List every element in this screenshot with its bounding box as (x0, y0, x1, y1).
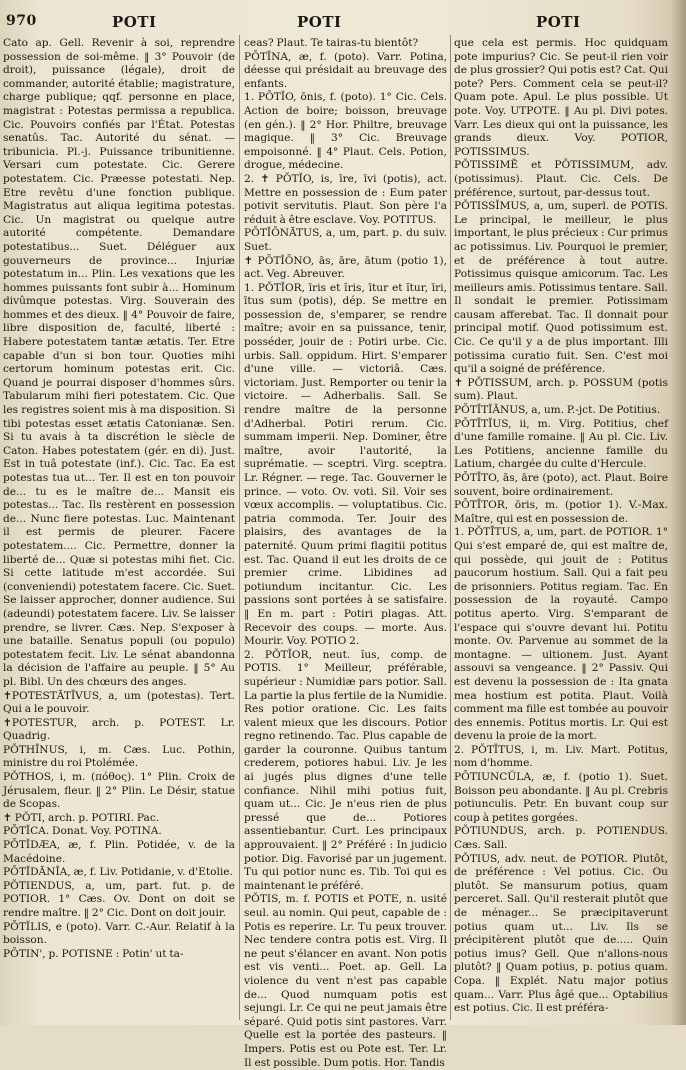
running-head-middle: POTI (297, 13, 342, 31)
dictionary-entry: PŎTHĪNUS, i, m. Cæs. Luc. Pothin, ministre du roi Ptolémée. (3, 743, 235, 770)
dictionary-entry: que cela est permis. Hoc quidquam pote impurius? Cic. Se peut-il rien voir de plus grossier? Qui potis est? Cat. Qui pote? Pers. Comment cela se peut-il? Quam pote. Apul. Le plus possible. Ut pote. Voy. UTPOTE. ‖ Au pl. Divi potes. Varr. Les dieux qui ont la puissance, les grands dieux. Voy. POTIOR, POTISSIMUS. (454, 37, 668, 158)
dictionary-entry: PŌTĪTOR, ōris, m. (potior 1). V.-Max. Maître, qui est en possession de. (454, 499, 668, 525)
dictionary-entry: ✝ PŌTĬŌNO, ās, āre, ātum (potio 1), act. Veg. Abreuver. (244, 254, 447, 281)
dictionary-entry: PŎTISSIMĒ et PŎTISSIMUM, adv. (potissimus). Plaut. Cic. Cels. De préférence, surtout, par-dessus tout. (454, 159, 668, 199)
running-head-right: POTI (536, 13, 581, 31)
dictionary-entry: ✝POTESTĀTĪVUS, a, um (potestas). Tert. Qui a le pouvoir. (3, 689, 235, 716)
dictionary-entry: ceas? Plaut. Te tairas-tu bientôt? (244, 37, 419, 49)
dictionary-entry: PŎTISSĬMUS, a, um, superl. de POTIS. Le principal, le meilleur, le plus important, le plus précieux : Cur primus ac potissimus. Liv. Pourquoi le premier, et de préférence à tout autre. Potissimus quisque amicorum. Tac. Les meilleurs amis. Potissimus tentare. Sall. Il sondait le premier. Potissimam causam afferebat. Tac. Il donnait pour principal motif. Quod potissimum est. Cic. Ce qu'il y a de plus important. Illi potissima curatio fuit. Sen. C'est moi qu'il a soigné de préférence. (454, 200, 668, 376)
dictionary-entry: PŎTIS, m. f. POTIS et POTE, n. usité seul. au nomin. Qui peut, capable de : Potis es reperire. Lr. Tu peux trouver. Nec tendere contra potis est. Virg. Il ne peut s'élancer en avant. Non potis est vis venti... Poet. ap. Gell. La violence du vent n'est pas capable de... Quod numquam potis est sejungi. Lr. Ce qui ne peut jamais être séparé. Quid potis sint pastores. Varr. Quelle est la portée des pasteurs. ‖ Impers. Potis est ou Pote est. Ter. Lr. Il est possible. Dum potis. Hor. Tandis (244, 893, 447, 1069)
dictionary-entry: 2. PŎTĪTUS, i, m. Liv. Mart. Potitus, nom d'homme. (454, 743, 668, 770)
dictionary-entry: PŌTĪTO, ās, āre (poto), act. Plaut. Boire souvent, boire ordinairement. (454, 472, 668, 498)
text-column-1 (3, 37, 235, 1019)
dictionary-entry: PŌTIN', p. POTISNE : Potin' ut ta- (3, 947, 184, 960)
dictionary-entry: PŌTĬDÆA, æ, f. Plin. Potidée, v. de la Macédoine. (3, 839, 235, 865)
dictionary-entry: PŌTĬDĀNĬA, æ, f. Liv. Potidanie, v. d'Etolie. (3, 866, 233, 879)
dictionary-entry: PŌTĪTĬĀNUS, a, um. P.-jct. De Potitius. (454, 404, 661, 417)
dictionary-entry: 2. ✝ PŎTĬO, is, īre, īvi (potis), act. Mettre en possession de : Eum pater potivit servitutis. Plaut. Son père l'a réduit à être esclave. Voy. POTITUS. (244, 172, 447, 226)
dictionary-entry: PŌTĬLIS, e (poto). Varr. C.-Aur. Relatif à la boisson. (3, 920, 235, 947)
dictionary-entry: PŌTĬCA. Donat. Voy. POTINA. (3, 825, 162, 838)
column-rule (450, 35, 451, 1020)
dictionary-entry: Cato ap. Gell. Revenir à soi, reprendre possession de soi-même. ‖ 3° Pouvoir (de droit), puissance (légale), droit de commander, autorité établie; magistrature, charge publique; qqf. personne en place, magistrat : Potestas permissa a republica. Cic. Pouvoirs confiés par l'État. Potestas senatûs. Tac. Autorité du sénat. — tribunicia. Pl.-j. Puissance tribunitienne. Versari cum potestate. Cic. Gerere potestatem. Cic. Præesse potestati. Nep. Etre revêtu d'une fonction publique. Magistratus aut aliqua legitima potestas. Cic. Un magistrat ou quelque autre autorité compétente. Demandare potestatibus... Suet. Déléguer aux gouverneurs de province... Injuriæ potestatum in... Plin. Les vexations que les hommes puissants font subir à... Hominum divûmque potestas. Virg. Souverain des hommes et des dieux. ‖ 4° Pouvoir de faire, libre disposition de, faculté, liberté : Habere potestatem tantæ ætatis. Ter. Etre capable d'un si bon tour. Quoties mihi certorum hominum potestas erit. Cic. Quand je pourrai disposer d'hommes sûrs. Tabularum mihi fieri potestatem. Cic. Que les registres soient mis à ma disposition. Si tibi potestas esset ætatis Catonianæ. Sen. Si tu avais à ta discrétion le siècle de Caton. Habes potestatem (gér. en di). Just. Est in tuâ potestate (inf.). Cic. Tac. Ea est potestas tua ut... Ter. Il est en ton pouvoir de... tu es le maître de... Mansit eis potestas... Tac. Ils restèrent en possession de... Nunc fiere potestas. Luc. Maintenant il est permis de pleurer. Facere potestatem.... Cic. Permettre, donner la liberté de... Quæ si potestas mihi fiet. Cic. Si cette latitude m'est accordée. Sui (conveniendi) potestatem facere. Cic. Suet. Se laisser approcher, donner audience. Sui (adeundi) potestatem facere. Liv. Se laisser prendre, se livrer. Cæs. Nep. S'exposer à une bataille. Senatus populi (ou populo) potestatem fecit. Liv. Le sénat abandonna la décision de l'affaire au peuple. ‖ 5° Au pl. Bibl. Un des chœurs des anges. (3, 37, 235, 688)
text-column-3 (454, 37, 668, 1019)
dictionary-entry: PŌTĪNA, æ, f. (poto). Varr. Potina, déesse qui présidait au breuvage des enfants. (244, 50, 447, 90)
dictionary-entry: PŎTIUNDUS, arch. p. POTIENDUS. Cæs. Sall. (454, 825, 668, 852)
dictionary-entry: PŎTIENDUS, a, um, part. fut. p. de POTIOR. 1° Cæs. Ov. Dont on doit se rendre maître. ‖ 2° Cic. Dont on doit jouir. (3, 879, 235, 919)
dictionary-entry: ✝POTESTUR, arch. p. POTEST. Lr. Quadrig. (3, 716, 235, 743)
dictionary-entry: ✝ PŎTI, arch. p. POTIRI. Pac. (3, 811, 160, 824)
page-edge-shadow (670, 0, 686, 1025)
dictionary-entry: PŎTHOS, i, m. (πόθος). 1° Plin. Croix de Jérusalem, fleur. ‖ 2° Plin. Le Désir, statue de Scopas. (3, 771, 235, 811)
dictionary-entry: PŎTIUS, adv. neut. de POTIOR. Plutôt, de préférence : Vel potius. Cic. Ou plutôt. Se mansurum potius, quam perceret. Sall. Qu'il resterait plutôt que de ménager... Se præcipitaverunt potius quam ut... Liv. Ils se précipitèrent plutôt que de..... Quin potius imus? Gell. Que n'allons-nous plutôt? ‖ Quam potius, p. potius quam. Copa. ‖ Explét. Natu major potius quam... Varr. Plus âgé que... Optabilius est potius. Cic. Il est préféra- (454, 852, 668, 1015)
dictionary-entry: PŌTĪTĬUS, ii, m. Virg. Potitius, chef d'une famille romaine. ‖ Au pl. Cic. Liv. Les Potitiens, ancienne famille du Latium, chargée du culte d'Hercule. (454, 417, 668, 471)
dictionary-entry: PŌTIUNCŬLA, æ, f. (potio 1). Suet. Boisson peu abondante. ‖ Au pl. Crebris potiunculis. Petr. En buvant coup sur coup à petites gorgées. (454, 771, 668, 824)
dictionary-entry: 1. PŎTĬOR, īris et ĭris, ītur et ĭtur, īri, ītus sum (potis), dép. Se mettre en possession de, s'emparer, se rendre maître; avoir en sa puissance, tenir, posséder, jouir de : Potiri urbe. Cic. urbis. Sall. oppidum. Hirt. S'emparer d'une ville. — victoriâ. Cæs. victoriam. Just. Remporter ou tenir la victoire. — Adherbalis. Sall. Se rendre maître de la personne d'Adherbal. Potiri rerum. Cic. summam imperii. Nep. Dominer, être maître, avoir l'autorité, la suprématie. — sceptri. Virg. sceptra. Lr. Régner. — rege. Tac. Gouverner le prince. — voto. Ov. voti. Sil. Voir ses vœux accomplis. — voluptatibus. Cic. patria commoda. Ter. Jouir des plaisirs, des avantages de la paternité. Quum primi flagitii potitus est. Tac. Quand il eut les droits de ce premier crime. Libidines ad potiundum incitantur. Cic. Les passions sont portées à se satisfaire. ‖ En m. part : Potiri plagas. Att. Recevoir des coups. — morte. Aus. Mourir. Voy. POTIO 2. (244, 281, 447, 648)
text-column-2 (244, 37, 447, 1069)
column-rule (239, 35, 240, 1020)
dictionary-entry: ✝ PŎTISSUM, arch. p. POSSUM (potis sum). Plaut. (454, 376, 668, 403)
page-number: 970 (6, 13, 37, 29)
dictionary-entry: 1. PŌTĬO, ōnis, f. (poto). 1° Cic. Cels. Action de boire; boisson, breuvage (en gén.). ‖ 2° Hor. Philtre, breuvage magique. ‖ 3° Cic. Breuvage empoisonné. ‖ 4° Plaut. Cels. Potion, drogue, médecine. (244, 91, 447, 172)
dictionary-entry: 1. PŎTĪTUS, a, um, part. de POTIOR. 1° Qui s'est emparé de, qui est maître de, qui possède, qui jouit de : Potitus paucorum hostium. Sall. Qui a fait peu de prisonniers. Potitus regiam. Tac. En possession de la royauté. Campo potitus aperto. Virg. S'emparant de l'espace qui s'ouvre devant lui. Potitu monte. Ov. Parvenue au sommet de la montagne. — ultionem. Just. Ayant assouvi sa vengeance. ‖ 2° Passiv. Qui est devenu la possession de : Ita gnata mea hostium est potita. Plaut. Voilà comment ma fille est tombée au pouvoir des ennemis. Potitus mortis. Lr. Qui est devenu la proie de la mort. (454, 526, 668, 743)
dictionary-entry: PŌTĬŌNĀTUS, a, um, part. p. du suiv. Suet. (244, 227, 447, 253)
dictionary-entry: 2. PŎTĬOR, neut. ĭus, comp. de POTIS. 1° Meilleur, préférable, supérieur : Numidiæ pars potior. Sall. La partie la plus fertile de la Numidie. Res potior oratione. Cic. Les faits valent mieux que les discours. Potior regno retinendo. Tac. Plus capable de garder la couronne. Quibus tantum crederem, potiores habui. Liv. Je les ai jugés plus dignes d'une telle confiance. Nihil mihi potius fuit, quam ut... Cic. Je n'eus rien de plus pressé que de... Potiores assentiebantur. Curt. Les principaux approuvaient. ‖ 2° Préféré : In judicio potior. Dig. Favorisé par un jugement. Tu qui potior nunc es. Tib. Toi qui es maintenant le préféré. (244, 648, 447, 892)
running-head-left: POTI (112, 13, 157, 31)
